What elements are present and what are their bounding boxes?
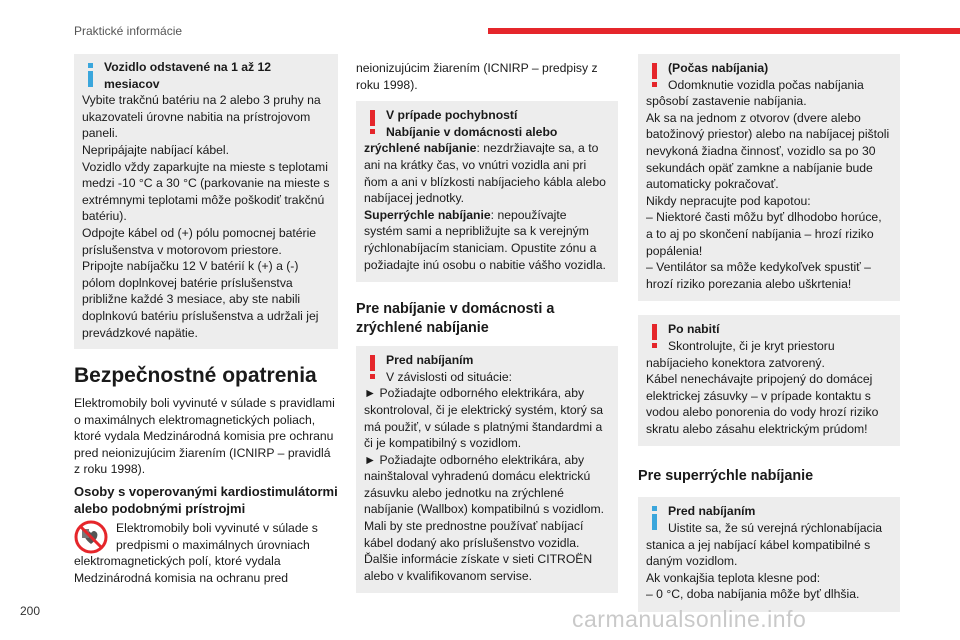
text-line: popálenia! bbox=[646, 243, 703, 258]
text-line: nabíjanie (Wallbox) kompatibilnú s vozidlom. bbox=[364, 502, 605, 517]
column-1 bbox=[74, 54, 338, 586]
pacemaker-warning-icon bbox=[74, 520, 108, 554]
pacemaker-paragraph bbox=[74, 520, 338, 586]
warning-title: Pred nabíjaním bbox=[386, 353, 474, 368]
text-line: nabíjacieho konektora zatvorený. bbox=[646, 355, 825, 370]
info-line: pólom doplnkovej batérie príslušenstva bbox=[82, 275, 293, 290]
info-box-title: mesiacov bbox=[104, 76, 160, 91]
text-line: systém sami a nepribližujte sa k verejným bbox=[364, 224, 589, 239]
warning-box-before-charging bbox=[356, 346, 618, 593]
heading-line: Pre nabíjanie v domácnosti a bbox=[356, 301, 555, 318]
text-line: Medzinárodná komisia na ochranu pred bbox=[74, 570, 289, 585]
safety-paragraph bbox=[74, 395, 338, 478]
text-line: nabíjacej jednotky. bbox=[364, 191, 465, 206]
text-line: Ak vonkajšia teplota klesne pod: bbox=[646, 570, 821, 585]
warning-box-during-charging bbox=[638, 54, 900, 301]
text-line: elektrickej zásuvky – v prípade kontaktu s bbox=[646, 388, 871, 403]
text-line: pred neionizujúcim žiarením (ICNIRP – pravidlá bbox=[74, 445, 331, 460]
warning-title: (Počas nabíjania) bbox=[668, 61, 769, 75]
text-line: skontroloval, či je elektrický systém, ktorý sa bbox=[364, 402, 604, 417]
text-line: alebo v kvalifikovanom servise. bbox=[364, 568, 532, 583]
bold-term: zrýchlené nabíjanie bbox=[364, 141, 477, 156]
warning-icon bbox=[366, 353, 380, 381]
text-line: Elektromobily boli vyvinuté v súlade s bbox=[116, 521, 318, 536]
text-line: o maximálnych elektromagnetických poliach, bbox=[74, 412, 316, 427]
text-line: Elektromobily boli vyvinuté v súlade s pravidlami bbox=[74, 396, 335, 411]
info-line: paneli. bbox=[82, 126, 118, 141]
warning-icon bbox=[648, 61, 662, 89]
text-line bbox=[364, 207, 610, 224]
info-box-storage bbox=[74, 54, 338, 349]
text-line bbox=[364, 140, 610, 157]
info-line: ukazovateli úrovne nabitia na prístrojovom bbox=[82, 109, 311, 124]
info-line: extrémnymi teplotami môže poškodiť trakčnú bbox=[82, 192, 325, 207]
text-line: ► Požiadajte odborného elektrikára, aby bbox=[364, 386, 585, 401]
info-line: Pripojte nabíjačku 12 V batérií k (+) a (-) bbox=[82, 259, 299, 274]
text-line: požiadajte inú osobu o nabitie vášho vozidla. bbox=[364, 257, 606, 272]
column-3 bbox=[638, 54, 900, 612]
text-line: Skontrolujte, či je kryt priestoru bbox=[668, 338, 835, 353]
text-line: Kábel nenechávajte pripojený do domácej bbox=[646, 372, 873, 387]
text-line: batožinový priestor) alebo na nabíjacej pištoli bbox=[646, 127, 890, 142]
text-line: roku 1998). bbox=[356, 77, 418, 92]
info-line: Odpojte kábel od (+) pólu pomocnej batérie bbox=[82, 225, 317, 240]
warning-icon bbox=[648, 322, 662, 350]
watermark: carmanualsonline.info bbox=[572, 606, 807, 632]
text-line: – 0 °C, doba nabíjania môže byť dlhšia. bbox=[646, 587, 860, 602]
text-line: ňom a ani v blízkosti nabíjacieho kábla alebo bbox=[364, 174, 606, 189]
warning-icon bbox=[366, 108, 380, 136]
text-line: skratu alebo zásahu elektrickým prúdom! bbox=[646, 421, 868, 436]
info-box-title: Vozidlo odstavené na 1 až 12 bbox=[104, 60, 272, 74]
text-line: sekundách opäť zamkne a nabíjanie bude bbox=[646, 160, 873, 175]
text-line: vodou alebo ponorenia do vody hrozí riziko bbox=[646, 405, 879, 420]
column-2 bbox=[356, 60, 618, 593]
header-accent-bar bbox=[488, 28, 960, 34]
text-line: spôsobí zastavenie nabíjania. bbox=[646, 94, 807, 109]
info-line: Vozidlo vždy zaparkujte na mieste s teplotami bbox=[82, 159, 328, 174]
text-line: nainštaloval vyhradenú domácu elektrickú bbox=[364, 469, 591, 484]
warning-title: V prípade pochybností bbox=[386, 108, 518, 123]
text-line: daným vozidlom. bbox=[646, 554, 738, 569]
text-line: kábel dodaný ako príslušenstvo vozidla. bbox=[364, 535, 580, 550]
info-line: doplnkovú batériu príslušenstva a udržali jej bbox=[82, 308, 319, 323]
text-line: zásuvku alebo jednotku na zrýchlené bbox=[364, 485, 564, 500]
warning-box-after-charging bbox=[638, 315, 900, 446]
info-line: batériu). bbox=[82, 209, 127, 224]
text-line: a to aj po skončení nabíjania – hrozí riziko bbox=[646, 226, 874, 241]
text-line: neionizujúcim žiarením (ICNIRP – predpisy z bbox=[356, 61, 598, 75]
info-icon bbox=[648, 504, 662, 532]
text-line: Nikdy nepracujte pod kapotou: bbox=[646, 193, 811, 208]
text-run: : nepoužívajte bbox=[490, 207, 567, 222]
warning-title: Nabíjanie v domácnosti alebo bbox=[386, 124, 558, 139]
text-run: : nezdržiavajte sa, a to bbox=[476, 141, 599, 156]
text-line: ani na krátky čas, vo vnútri vozidla ani pri bbox=[364, 157, 587, 172]
info-line: príslušenstva v motorovom priestore. bbox=[82, 242, 282, 257]
text-line: Odomknutie vozidla počas nabíjania bbox=[668, 77, 864, 92]
warning-box-doubt bbox=[356, 101, 618, 282]
warning-title: Po nabití bbox=[668, 322, 720, 337]
text-line: elektromagnetických polí, ktoré vydala bbox=[74, 554, 281, 569]
text-line: ktoré vydala Medzinárodná komisia pre ochranu bbox=[74, 429, 334, 444]
text-line: má použiť, v súlade s platnými štandardmi a bbox=[364, 419, 603, 434]
info-line: Nepripájajte nabíjací kábel. bbox=[82, 142, 230, 157]
text-line: rýchlonabíjacím staniciam. Opustite zónu a bbox=[364, 240, 597, 255]
info-box-ultrafast bbox=[638, 497, 900, 612]
section-heading: Pre superrýchle nabíjanie bbox=[638, 468, 814, 485]
section-heading bbox=[356, 300, 618, 338]
subheading bbox=[74, 483, 338, 517]
text-line: Uistite sa, že sú verejná rýchlonabíjacia bbox=[668, 521, 883, 536]
text-line: hrozí riziko porezania alebo uškrtenia! bbox=[646, 276, 852, 291]
continued-paragraph bbox=[356, 60, 618, 93]
info-line: Vybite trakčnú batériu na 2 alebo 3 pruhy na bbox=[82, 93, 321, 108]
text-line: Ďalšie informácie získate v sieti CITROËN bbox=[364, 552, 593, 567]
section-heading: Bezpečnostné opatrenia bbox=[74, 364, 317, 388]
info-line: prevádzkové napätie. bbox=[82, 325, 198, 340]
info-icon bbox=[84, 61, 98, 89]
text-line: predpismi o maximálnych úrovniach bbox=[116, 537, 310, 552]
info-line: približne každé 3 mesiace, aby ste nabili bbox=[82, 292, 301, 307]
text-line: z roku 1998). bbox=[74, 462, 146, 477]
page-number: 200 bbox=[20, 604, 41, 618]
text-line: – Niektoré časti môžu byť dlhodobo horúce, bbox=[646, 210, 882, 225]
text-line: automaticky pokračovať. bbox=[646, 177, 779, 192]
subheading-line: alebo podobnými prístrojmi bbox=[74, 501, 246, 517]
text-line: či je kompatibilný s vozidlom. bbox=[364, 436, 522, 451]
bold-term: Superrýchle nabíjanie bbox=[364, 207, 491, 222]
text-line: stanica a jej nabíjací kábel kompatibilné s bbox=[646, 537, 871, 552]
running-header: Praktické informácie bbox=[74, 24, 183, 38]
text-line: Mali by ste prednostne používať nabíjací bbox=[364, 519, 584, 534]
subheading-line: Osoby s voperovanými kardiostimulátormi bbox=[74, 484, 338, 500]
text-line: Ak sa na jednom z otvorov (dvere alebo bbox=[646, 110, 861, 125]
text-line: V závislosti od situácie: bbox=[386, 369, 512, 384]
info-title: Pred nabíjaním bbox=[668, 504, 756, 519]
text-line: – Ventilátor sa môže kedykoľvek spustiť – bbox=[646, 260, 871, 275]
heading-line: zrýchlené nabíjanie bbox=[356, 320, 489, 337]
text-line: nevykoná žiadna činnosť, vozidlo sa po 30 bbox=[646, 143, 876, 158]
info-line: medzi -10 °C a 30 °C (parkovanie na mieste s bbox=[82, 176, 330, 191]
text-line: ► Požiadajte odborného elektrikára, aby bbox=[364, 452, 585, 467]
